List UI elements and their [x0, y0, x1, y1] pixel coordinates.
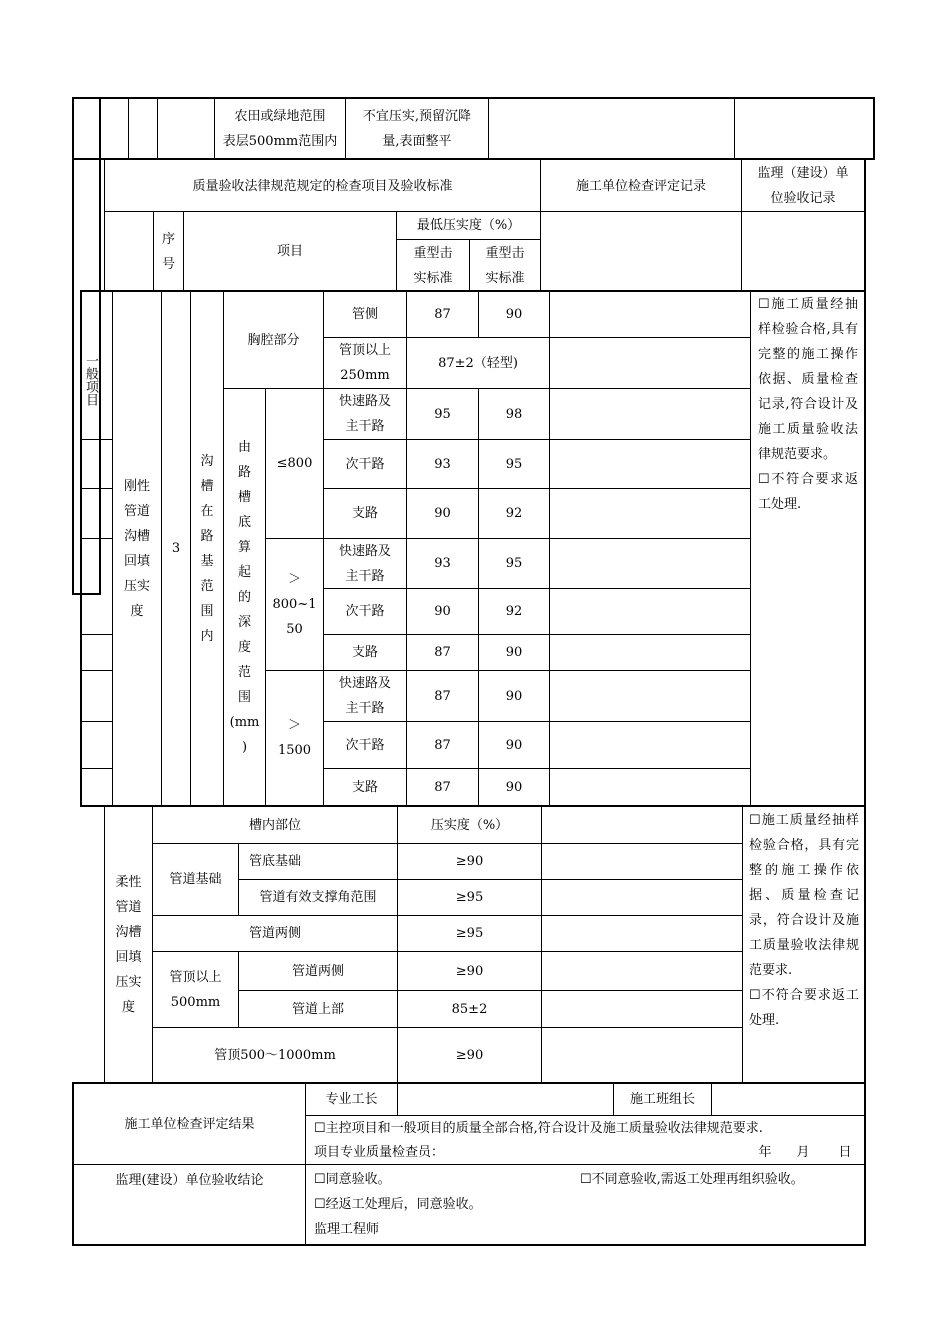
table-row-label: 管侧	[351, 307, 378, 322]
table-row-label: 次干路	[345, 737, 385, 753]
flexible-col-compaction: 压实度（%）	[430, 817, 509, 833]
table-row-std2: 90	[505, 779, 523, 795]
flexible-row-value: ≥90	[455, 963, 484, 979]
flexible-row-label: 管道有效支撑角范围	[259, 890, 377, 905]
flexible-note-pass: ☐施工质量经抽样检验合格，具有完整的施工操作依据、质量检查记录，符合设计及施工质量验收法律规范要求.	[749, 813, 859, 978]
header-contractor-record: 施工单位检查评定记录	[575, 178, 706, 194]
table-row-std2: 92	[505, 604, 523, 619]
chest-part-label: 胸腔部分	[247, 332, 300, 348]
foreman-label: 专业工长	[325, 1092, 378, 1107]
header-supervisor-record: 监理（建设）单 位验收记录	[757, 166, 849, 206]
supervising-engineer-label: 监理工程师	[314, 1222, 380, 1237]
day-label: 日	[838, 1144, 852, 1160]
rigid-note-pass: ☐施工质量经抽样检验合格,具有完整的施工操作依据、质量检查记录,符合设计及施工质量验收法律规范要求。	[758, 297, 858, 462]
inspector-label: 项目专业质量检查员：	[314, 1144, 445, 1160]
table-row-label: 快速路及 主干路	[338, 394, 391, 434]
supervisor-conclusion-label: 监理(建设）单位验收结论	[115, 1172, 264, 1188]
table-row-std1: 87	[434, 779, 451, 795]
disagree-option: ☐不同意验收,需返工处理再组织验收。	[580, 1172, 804, 1187]
table-row-label: 快速路及 主干路	[338, 676, 391, 716]
flexible-row-label: 管道两侧	[248, 926, 301, 941]
table-row-std2: 98	[505, 406, 523, 422]
rigid-supervisor-note	[758, 292, 858, 517]
depth-range-label: 由 路 槽 底 算 起 的 深 度 范 围 (mm )	[229, 439, 260, 755]
flexible-row-value: 85±2	[451, 1001, 488, 1017]
table-row-std2: 90	[505, 688, 523, 704]
table-row-label: 支路	[351, 779, 378, 795]
table-row-label: 次干路	[345, 604, 385, 619]
contractor-result-label: 施工单位检查评定结果	[124, 1116, 255, 1132]
top-row-area: 农田或绿地范围 表层500mm范围内	[222, 109, 338, 149]
pipe-foundation-label: 管道基础	[169, 872, 222, 887]
flexible-row-value: ≥95	[455, 926, 484, 941]
table-row-std1: 93	[434, 556, 451, 571]
depth-group-1: ≤800	[276, 456, 313, 471]
depth-group-2: ＞ 800~1 50	[272, 572, 317, 637]
flexible-supervisor-note	[749, 808, 859, 1033]
table-row-label: 管顶以上 250mm	[338, 343, 391, 383]
table-row-combined: 87±2（轻型)	[438, 355, 518, 371]
top-row-requirement: 不宜压实,预留沉降 量,表面整平	[362, 109, 472, 149]
header-min-compaction: 最低压实度（%）	[416, 218, 521, 233]
header-seq: 序 号	[161, 231, 175, 272]
flexible-row-value: ≥90	[455, 854, 484, 869]
table-row-std1: 95	[434, 406, 451, 422]
table-row-label: 支路	[351, 645, 378, 660]
table-row-std1: 87	[434, 688, 451, 704]
table-row-label: 快速路及 主干路	[338, 543, 391, 584]
rigid-location: 沟 槽 在 路 基 范 围 内	[200, 453, 214, 644]
flexible-row-label: 管道两侧	[291, 963, 344, 979]
header-std-1: 重型击 实标准	[413, 245, 453, 286]
table-row-std1: 93	[434, 456, 451, 472]
header-standard: 质量验收法律规范规定的检查项目及验收标准	[192, 178, 453, 194]
header-std-2: 重型击 实标准	[485, 245, 525, 286]
table-row-std2: 90	[505, 737, 523, 753]
table-row-std1: 87	[434, 737, 451, 753]
rigid-label: 刚性 管道 沟槽 回填 压实 度	[123, 478, 150, 619]
flexible-col-position: 槽内部位	[248, 817, 301, 833]
table-row-std1: 87	[434, 645, 451, 660]
table-row-std2: 92	[505, 506, 523, 521]
rigid-note-fail: ☐不符合要求返工处理.	[758, 472, 858, 512]
table-row-std1: 90	[434, 604, 451, 619]
flexible-label: 柔性管道沟槽回填压实度	[115, 875, 142, 1015]
table-row-std2: 95	[505, 556, 523, 571]
table-row-label: 支路	[351, 506, 378, 521]
table-row-std2: 90	[505, 307, 523, 322]
flexible-row-label: 管顶500～1000mm	[214, 1047, 336, 1063]
flexible-note-fail: ☐不符合要求返工处理.	[749, 988, 859, 1028]
depth-group-3: ＞ 1500	[277, 718, 312, 758]
table-row-std1: 90	[434, 506, 451, 521]
rigid-seq: 3	[171, 541, 181, 556]
flexible-row-value: ≥95	[455, 890, 484, 905]
pipe-top-label: 管顶以上 500mm	[169, 969, 222, 1010]
table-row-std2: 95	[505, 456, 523, 472]
agree-after-rework-option: ☐经返工处理后，同意验收。	[314, 1197, 482, 1212]
year-label: 年	[758, 1144, 772, 1160]
flexible-row-label: 管道上部	[291, 1001, 344, 1017]
table-row-label: 次干路	[345, 456, 385, 472]
table-row-std2: 90	[505, 645, 523, 660]
agree-option: ☐同意验收。	[314, 1172, 391, 1187]
team-leader-label: 施工班组长	[629, 1092, 695, 1107]
flexible-row-label: 管底基础	[249, 854, 302, 869]
header-item: 项目	[276, 244, 303, 259]
general-items-label: 一般项目	[83, 354, 98, 406]
table-row-std1: 87	[434, 307, 451, 322]
main-items-pass-statement: ☐主控项目和一般项目的质量全部合格,符合设计及施工质量验收法律规范要求.	[314, 1120, 763, 1136]
month-label: 月	[796, 1144, 810, 1160]
flexible-row-value: ≥90	[455, 1047, 484, 1063]
